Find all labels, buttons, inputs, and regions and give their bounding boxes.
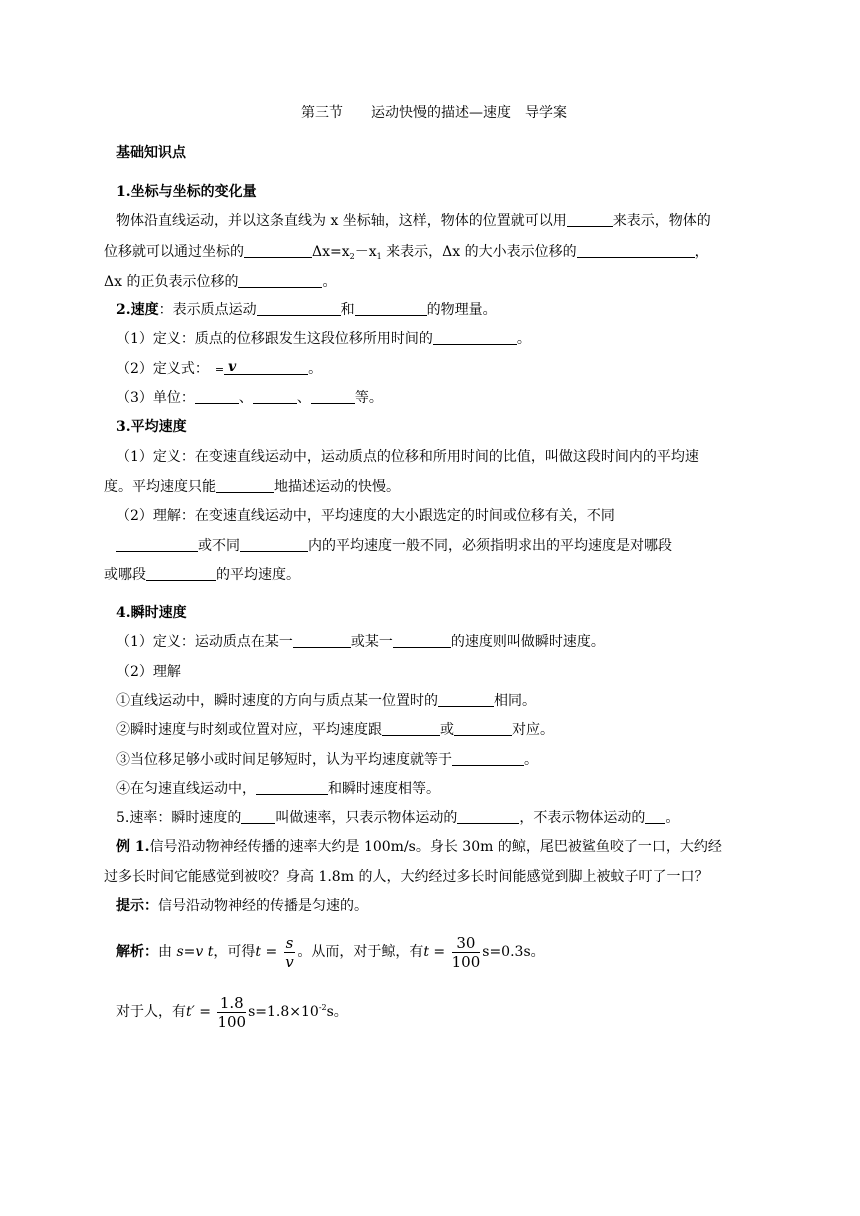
section-5-line: 5.速率：瞬时速度的 叫做速率，只表示物体运动的 ，不表示物体运动的 。	[116, 810, 680, 826]
section-2-line-1: 2.速度：表示质点运动 和 的物理量。	[116, 302, 497, 318]
section-4-line-4: ②瞬时速度与时刻或位置对应，平均速度跟 或 对应。	[116, 722, 554, 738]
section-3-line-1: （1）定义：在变速直线运动中，运动质点的位移和所用时间的比值，叫做这段时间内的平均速	[116, 449, 699, 465]
blank[interactable]	[438, 692, 494, 707]
section-4-line-6: ④在匀速直线运动中， 和瞬时速度相等。	[116, 781, 440, 797]
solution-line: 解析：由 s=v t，可得t = $\frac{s}{v}$ 。从而，对于鲸，有t = $\frac{30}{100}$ s=0.3s。	[116, 933, 545, 971]
section-1-line-3: Δx 的正负表示位移的 。	[104, 274, 337, 290]
section-2-line-4: （3）单位： 、 、 等。	[116, 390, 383, 406]
blank[interactable]	[311, 389, 355, 404]
blank[interactable]: v	[224, 360, 308, 375]
page-title: 第三节 运动快慢的描述—速度 导学案	[301, 105, 567, 121]
blank[interactable]	[216, 478, 274, 493]
section-4-line-2: （2）理解	[116, 664, 181, 680]
blank[interactable]	[257, 301, 341, 316]
section-1-line-1: 物体沿直线运动，并以这条直线为 x 坐标轴，这样，物体的位置就可以用 来表示，物体的	[116, 213, 711, 229]
fraction-30-over-100: $\frac{30}{100}$	[451, 933, 481, 971]
blank[interactable]	[393, 633, 451, 648]
section-4-line-5: ③当位移足够小或时间足够短时，认为平均速度就等于 。	[116, 752, 538, 768]
blank[interactable]	[577, 243, 695, 258]
section-4-line-1: （1）定义：运动质点在某一 或某一 的速度则叫做瞬时速度。	[116, 634, 605, 650]
section-3-line-5: 或哪段 的平均速度。	[104, 567, 300, 583]
blank[interactable]	[433, 330, 517, 345]
blank[interactable]	[293, 633, 351, 648]
section-3-line-2: 度。平均速度只能 地描述运动的快慢。	[104, 479, 400, 495]
example-line-2: 过多长时间它能感觉到被咬？身高 1.8m 的人，大约经过多长时间能感觉到脚上被蚊子叮了一口？	[104, 869, 709, 885]
blank[interactable]	[116, 537, 198, 552]
example-line-1: 例 1.信号沿动物神经传播的速率大约是 100m/s。身长 30m 的鲸，尾巴被鲨鱼咬了一口，大约经	[116, 839, 722, 855]
blank[interactable]	[244, 243, 312, 258]
blank[interactable]	[146, 566, 216, 581]
section-4-line-3: ①直线运动中，瞬时速度的方向与质点某一位置时的 相同。	[116, 693, 536, 709]
section-1-heading: 1.坐标与坐标的变化量	[116, 184, 257, 200]
section-2-line-2: （1）定义：质点的位移跟发生这段位移所用时间的 。	[116, 331, 531, 347]
section-1-line-2: 位移就可以通过坐标的 $\Delta x=x_2-x_1$ 来表示，Δx 的大小表示位移的 ，	[104, 244, 709, 261]
blank[interactable]	[241, 809, 275, 824]
blank[interactable]	[382, 721, 440, 736]
section-basics-heading: 基础知识点	[116, 145, 186, 161]
blank[interactable]	[457, 809, 519, 824]
section-3-heading: 3.平均速度	[116, 419, 187, 435]
blank[interactable]	[238, 273, 322, 288]
section-4-heading: 4.瞬时速度	[116, 605, 187, 621]
solution-person-line: 对于人，有t′ = $\frac{1.8}{100}$ $s=1.8\times 10^{-2}s$。	[116, 993, 348, 1031]
blank[interactable]	[645, 809, 665, 824]
section-3-line-3: （2）理解：在变速直线运动中，平均速度的大小跟选定的时间或位移有关，不同	[116, 508, 615, 524]
blank[interactable]	[355, 301, 427, 316]
blank[interactable]	[240, 537, 308, 552]
section-3-line-4: 或不同 内的平均速度一般不同，必须指明求出的平均速度是对哪段	[116, 536, 672, 556]
fraction-s-over-v: $\frac{s}{v}$	[285, 933, 294, 971]
fraction-1-8-over-100: $\frac{1.8}{100}$	[217, 993, 247, 1031]
blank[interactable]	[195, 389, 239, 404]
blank[interactable]	[256, 780, 328, 795]
hint-line: 提示：信号沿动物神经的传播是匀速的。	[116, 898, 368, 914]
blank[interactable]	[454, 721, 512, 736]
blank[interactable]	[253, 389, 297, 404]
blank[interactable]	[452, 751, 524, 766]
blank[interactable]	[567, 212, 613, 227]
section-2-line-3: （2）定义式： = v 。	[116, 359, 323, 377]
